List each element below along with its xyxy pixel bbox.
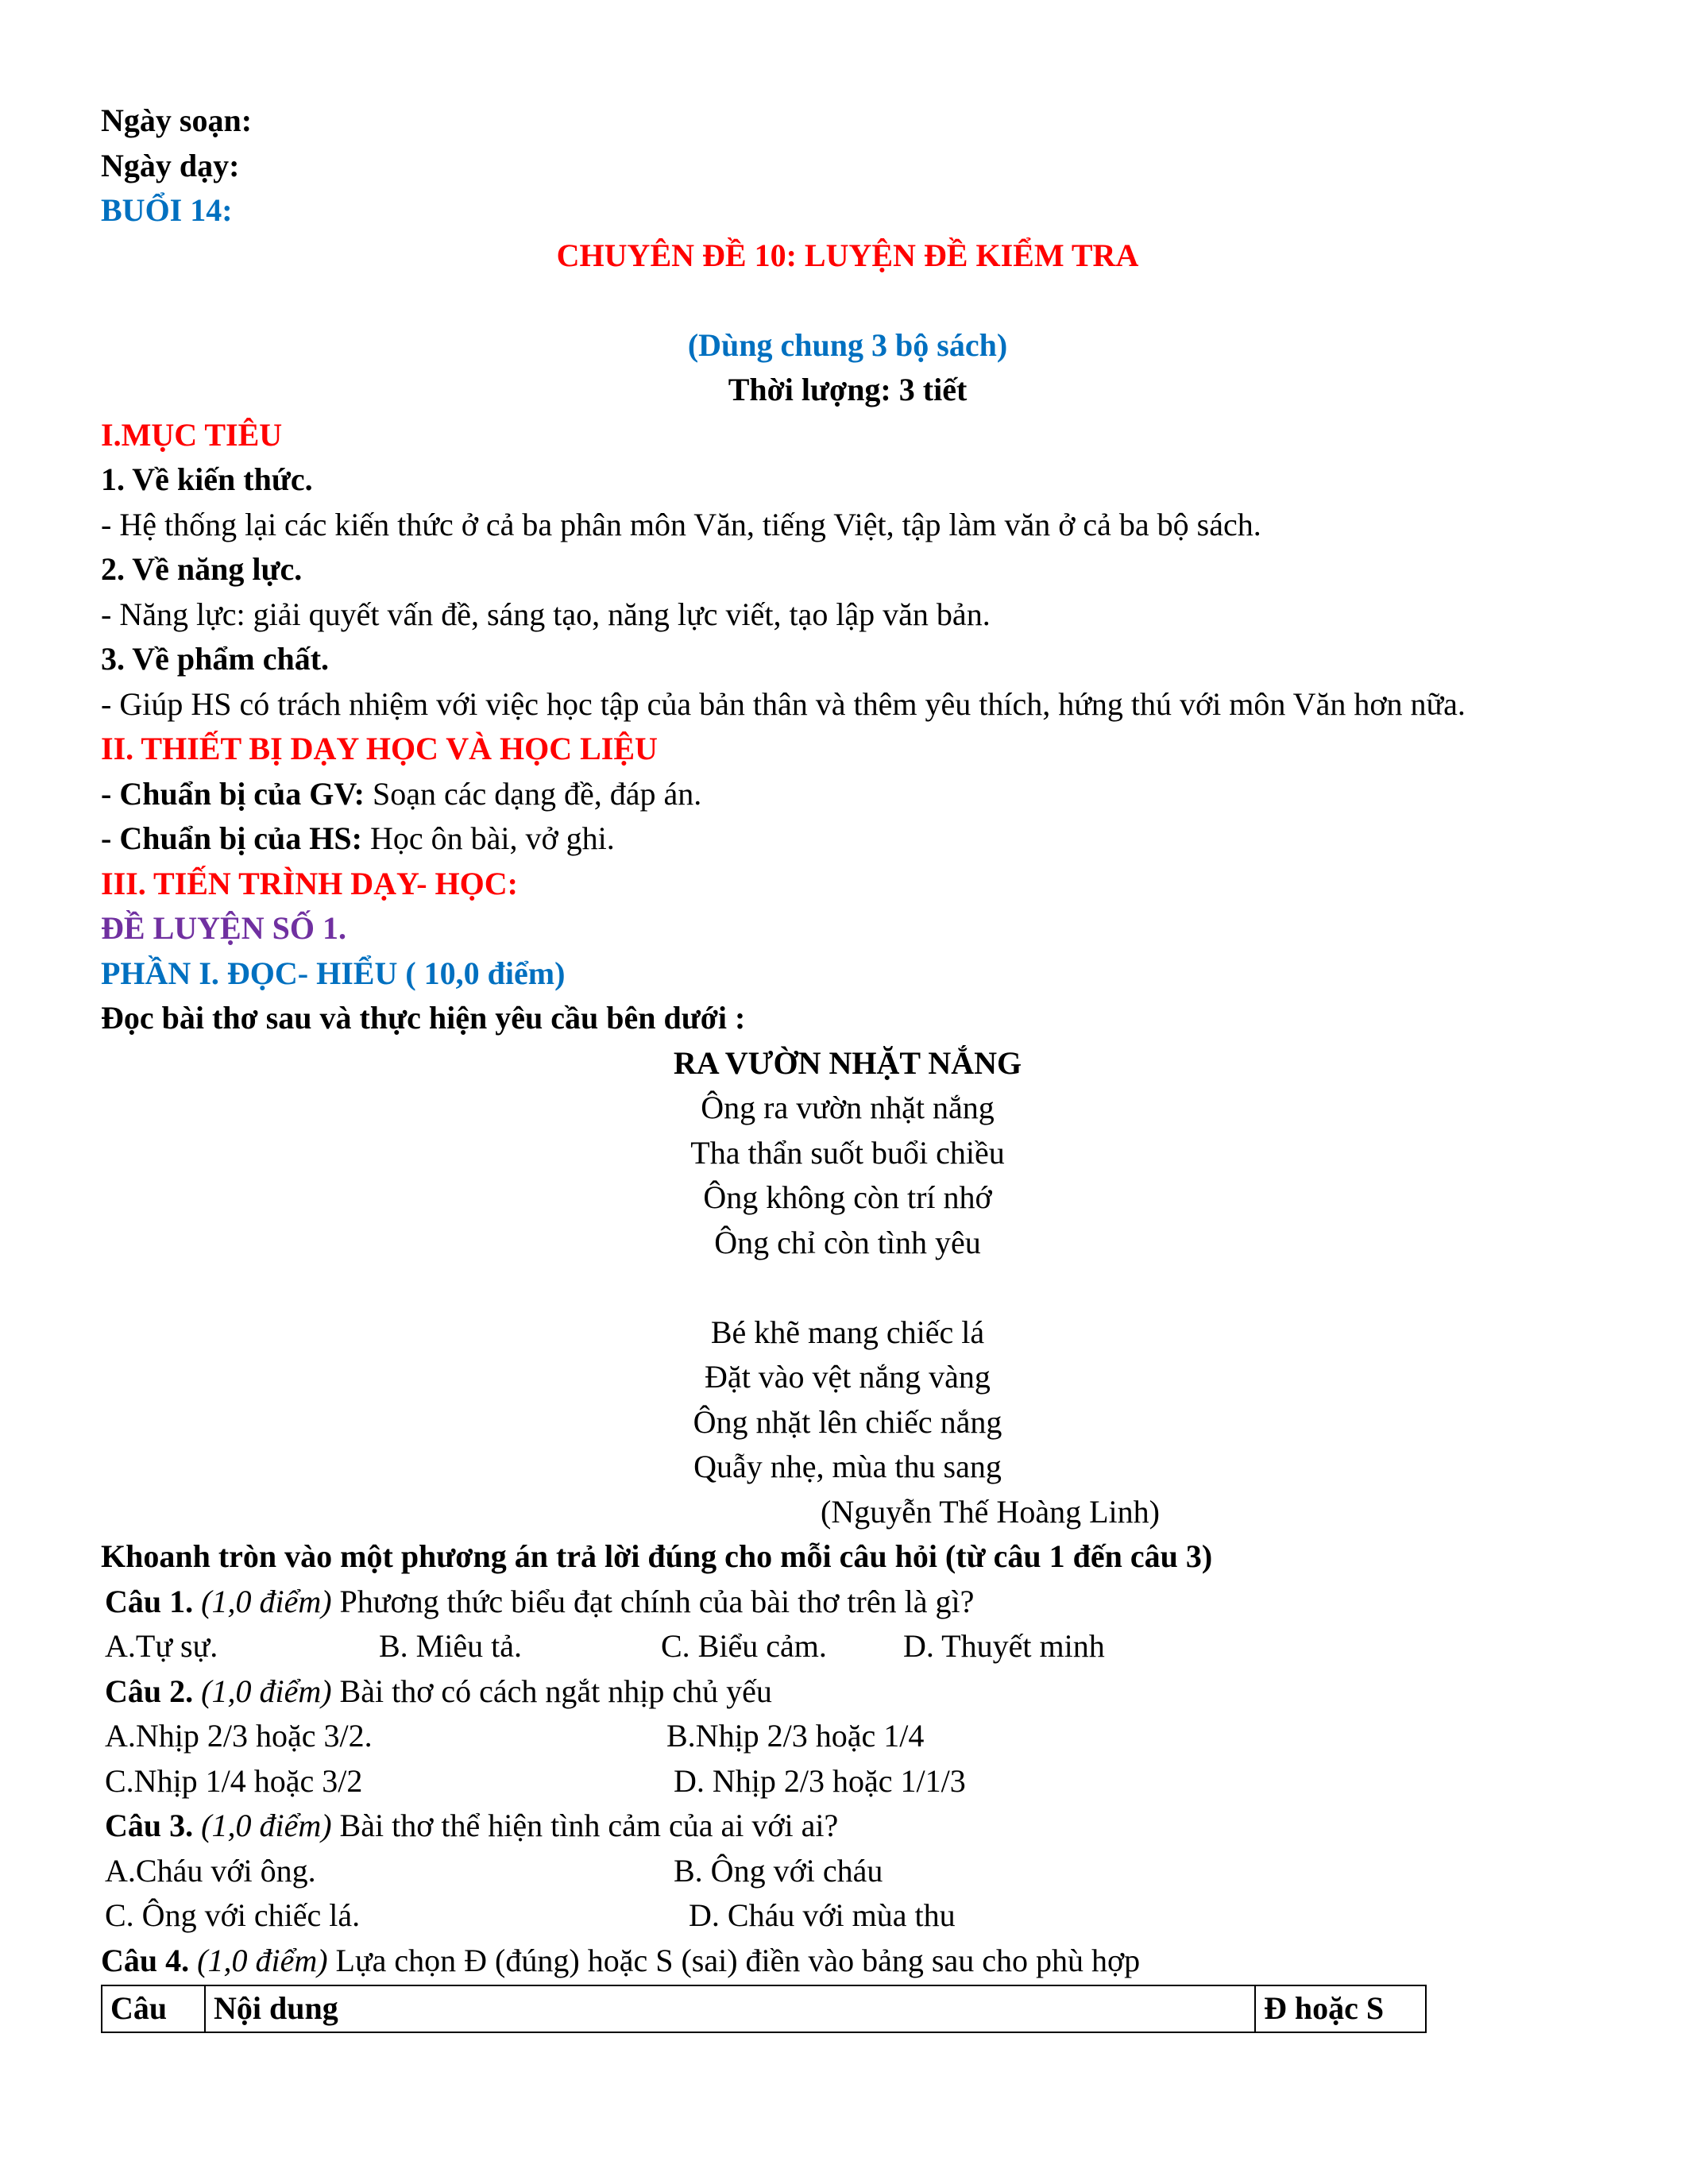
phan-1-heading: PHẦN I. ĐỌC- HIỂU ( 10,0 điểm): [101, 955, 566, 991]
option-b: B. Ông với cháu: [674, 1852, 883, 1889]
gv-preparation: [101, 772, 1594, 817]
gv-text: Soạn các dạng đề, đáp án.: [364, 775, 702, 812]
option-d: D. Cháu với mùa thu: [689, 1897, 956, 1933]
question-points: (1,0 điểm): [189, 1942, 328, 1978]
option-d: D. Thuyết minh: [903, 1628, 1105, 1664]
question-text: Phương thức biểu đạt chính của bài thơ trên là gì?: [331, 1583, 975, 1619]
question-2-options-cd: [101, 1759, 1594, 1804]
section-heading-thiet-bi: II. THIẾT BỊ DẠY HỌC VÀ HỌC LIỆU: [101, 731, 658, 766]
subheading-nang-luc: 2. Về năng lực.: [101, 551, 303, 587]
option-c: C. Ông với chiếc lá.: [105, 1897, 361, 1933]
option-c: C.Nhịp 1/4 hoặc 3/2: [105, 1762, 363, 1799]
section-heading-tien-trinh: III. TIẾN TRÌNH DẠY- HỌC:: [101, 865, 518, 901]
subheading-kien-thuc: 1. Về kiến thức.: [101, 461, 313, 497]
question-text: Bài thơ có cách ngắt nhịp chủ yếu: [331, 1673, 772, 1709]
topic-subtitle: (Dùng chung 3 bộ sách): [687, 326, 1008, 363]
question-label: Câu 1.: [105, 1583, 194, 1619]
poem-line: Tha thẩn suốt buổi chiều: [690, 1134, 1005, 1171]
option-b: B.Nhịp 2/3 hoặc 1/4: [666, 1718, 925, 1754]
section-heading-muc-tieu: I.MỤC TIÊU: [101, 416, 283, 453]
question-points: (1,0 điểm): [193, 1673, 332, 1709]
question-2-options-ab: [101, 1714, 1594, 1759]
table-header-row: [102, 1985, 1426, 2032]
question-text: Bài thơ thể hiện tình cảm của ai với ai?: [331, 1808, 839, 1843]
hs-preparation: [101, 816, 1594, 862]
poem-title: RA VƯỜN NHẶT NẮNG: [673, 1044, 1022, 1081]
question-1: [101, 1580, 1594, 1625]
topic-title: CHUYÊN ĐỀ 10: LUYỆN ĐỀ KIỂM TRA: [556, 237, 1139, 273]
question-3-options-ab: [101, 1849, 1594, 1894]
de-luyen-label: ĐỀ LUYỆN SỐ 1.: [101, 910, 346, 946]
question-label: Câu 3.: [105, 1808, 194, 1843]
question-3-options-cd: [101, 1893, 1594, 1939]
gv-label: - Chuẩn bị của GV:: [101, 775, 365, 812]
question-text: Lựa chọn Đ (đúng) hoặc S (sai) điền vào bảng sau cho phù hợp: [327, 1942, 1141, 1978]
poem-line: Quẫy nhẹ, mùa thu sang: [693, 1449, 1002, 1484]
poem-line: Bé khẽ mang chiếc lá: [710, 1314, 985, 1350]
subheading-pham-chat: 3. Về phẩm chất.: [101, 641, 330, 677]
question-3: [101, 1804, 1594, 1849]
poem-line: Đặt vào vệt nắng vàng: [705, 1359, 991, 1395]
ngay-soan-label: Ngày soạn:: [101, 102, 253, 138]
question-points: (1,0 điểm): [193, 1808, 332, 1843]
option-b: B. Miêu tả.: [379, 1628, 522, 1664]
stanza-break: [101, 1265, 1594, 1310]
poem-line: Ông nhặt lên chiếc nắng: [693, 1403, 1002, 1440]
answer-table: [101, 1985, 1427, 2033]
poem-line: Ông chỉ còn tình yêu: [714, 1224, 981, 1260]
duration-label: Thời lượng: 3 tiết: [728, 372, 968, 407]
option-a: A.Nhịp 2/3 hoặc 3/2.: [105, 1718, 373, 1754]
nang-luc-text: - Năng lực: giải quyết vấn đề, sáng tạo, năng lực viết, tạo lập văn bản.: [101, 596, 991, 632]
option-c: C. Biểu cảm.: [661, 1628, 827, 1664]
spacer: [101, 278, 1594, 323]
buoi-label: BUỔI 14:: [101, 192, 233, 228]
hs-text: Học ôn bài, vở ghi.: [361, 820, 615, 856]
poem-line: Ông không còn trí nhớ: [703, 1179, 992, 1215]
reading-instruction: Đọc bài thơ sau và thực hiện yêu cầu bên dưới :: [101, 1000, 746, 1036]
question-4: [101, 1939, 1594, 1984]
question-2: [101, 1669, 1594, 1715]
question-points: (1,0 điểm): [193, 1583, 332, 1619]
question-1-options: [101, 1624, 1594, 1669]
poem-author: (Nguyễn Thế Hoàng Linh): [821, 1493, 1160, 1530]
question-label: Câu 2.: [105, 1673, 194, 1709]
questions-instruction: Khoanh tròn vào một phương án trả lời đúng cho mỗi câu hỏi (từ câu 1 đến câu 3): [101, 1538, 1213, 1574]
hs-label: - Chuẩn bị của HS:: [101, 820, 362, 856]
column-header-cau: Câu: [102, 1985, 205, 2032]
column-header-d-hoac-s: Đ hoặc S: [1255, 1985, 1426, 2032]
option-a: A.Cháu với ông.: [105, 1852, 316, 1889]
column-header-noi-dung: Nội dung: [205, 1985, 1255, 2032]
option-d: D. Nhịp 2/3 hoặc 1/1/3: [674, 1762, 966, 1799]
question-label: Câu 4.: [101, 1942, 190, 1978]
poem-line: Ông ra vườn nhặt nắng: [701, 1090, 995, 1125]
kien-thuc-text: - Hệ thống lại các kiến thức ở cả ba phân môn Văn, tiếng Việt, tập làm văn ở cả ba bộ sách.: [101, 506, 1261, 542]
option-a: A.Tự sự.: [105, 1628, 218, 1664]
document-page: [101, 98, 1594, 2033]
pham-chat-text: - Giúp HS có trách nhiệm với việc học tập của bản thân và thêm yêu thích, hứng thú với môn Văn hơn nữa.: [101, 685, 1466, 722]
ngay-day-label: Ngày dạy:: [101, 147, 240, 183]
